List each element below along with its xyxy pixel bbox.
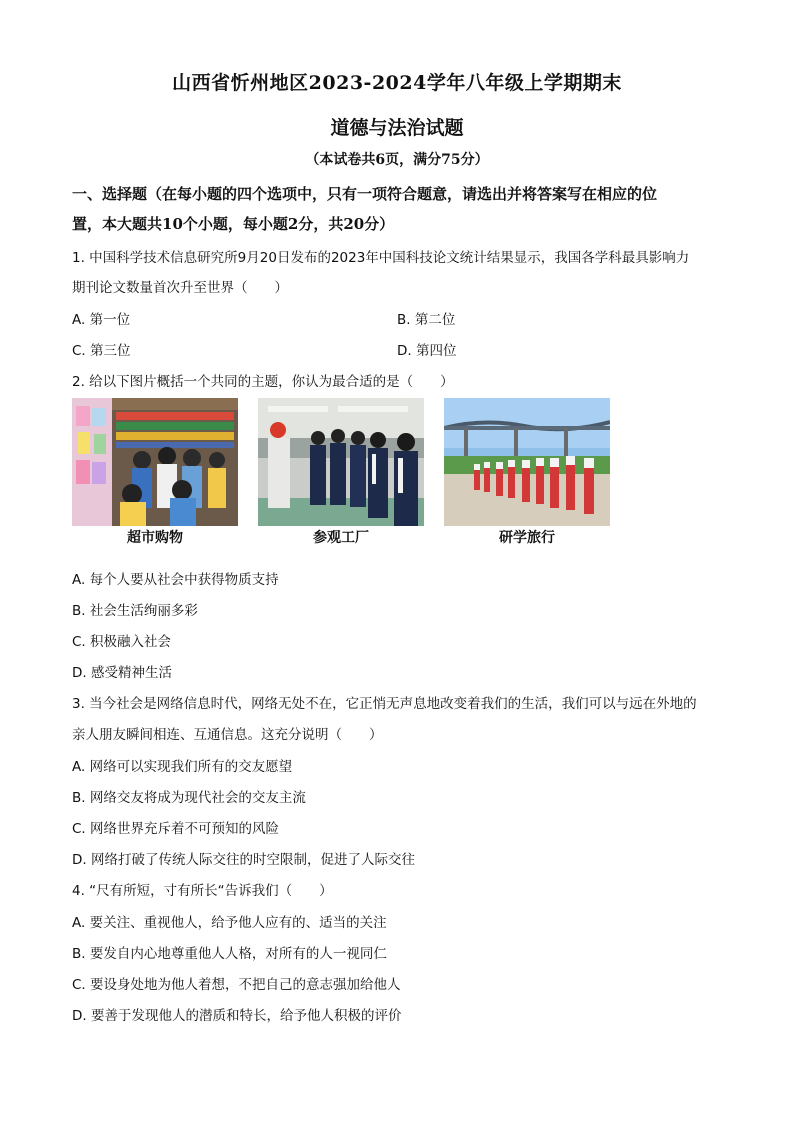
question-3-option-d: D. 网络打破了传统人际交往的时空限制，促进了人际交往 bbox=[72, 852, 415, 868]
question-3-option-b: B. 网络交友将成为现代社会的交友主流 bbox=[72, 790, 306, 806]
exam-title: 山西省忻州地区2023-2024学年八年级上学期期末 bbox=[172, 72, 622, 94]
exam-note: （本试卷共6页，满分75分） bbox=[305, 152, 489, 168]
question-2-option-a: A. 每个人要从社会中获得物质支持 bbox=[72, 572, 279, 588]
question-4-stem: 4. “尺有所短，寸有所长“告诉我们（ ） bbox=[72, 883, 333, 899]
section-heading-line-2: 置，本大题共10个小题，每小题2分，共20分） bbox=[72, 215, 395, 233]
exam-subject: 道德与法治试题 bbox=[330, 117, 464, 139]
question-1-stem-line-1: 1. 中国科学技术信息研究所9月20日发布的2023年中国科技论文统计结果显示，我国各学科最具影响力 bbox=[72, 250, 690, 266]
question-1-option-b: B. 第二位 bbox=[397, 312, 456, 328]
supermarket-photo bbox=[72, 398, 238, 526]
question-3-stem-line-1: 3. 当今社会是网络信息时代，网络无处不在，它正悄无声息地改变着我们的生活，我们可以与远在外地的 bbox=[72, 696, 697, 712]
question-1-option-d: D. 第四位 bbox=[397, 343, 457, 359]
photo-caption-factory: 参观工厂 bbox=[313, 530, 369, 546]
question-2-option-d: D. 感受精神生活 bbox=[72, 665, 172, 681]
question-1-option-a: A. 第一位 bbox=[72, 312, 131, 328]
question-4-option-c: C. 要设身处地为他人着想，不把自己的意志强加给他人 bbox=[72, 977, 401, 993]
question-1-option-c: C. 第三位 bbox=[72, 343, 131, 359]
question-2-option-b: B. 社会生活绚丽多彩 bbox=[72, 603, 198, 619]
photo-caption-supermarket: 超市购物 bbox=[127, 530, 183, 546]
question-3-option-a: A. 网络可以实现我们所有的交友愿望 bbox=[72, 759, 293, 775]
question-1-stem-line-2: 期刊论文数量首次升至世界（ ） bbox=[72, 280, 288, 296]
study-tour-photo bbox=[444, 398, 610, 526]
question-4-option-a: A. 要关注、重视他人，给予他人应有的、适当的关注 bbox=[72, 915, 387, 931]
question-2-option-c: C. 积极融入社会 bbox=[72, 634, 172, 650]
question-3-option-c: C. 网络世界充斥着不可预知的风险 bbox=[72, 821, 280, 837]
question-4-option-b: B. 要发自内心地尊重他人人格，对所有的人一视同仁 bbox=[72, 946, 387, 962]
photo-caption-study-tour: 研学旅行 bbox=[499, 530, 555, 546]
question-2-stem: 2. 给以下图片概括一个共同的主题，你认为最合适的是（ ） bbox=[72, 374, 454, 390]
section-heading-line-1: 一、选择题（在每小题的四个选项中，只有一项符合题意，请选出并将答案写在相应的位 bbox=[72, 185, 658, 203]
factory-photo bbox=[258, 398, 424, 526]
question-3-stem-line-2: 亲人朋友瞬间相连、互通信息。这充分说明（ ） bbox=[72, 727, 383, 743]
question-4-option-d: D. 要善于发现他人的潜质和特长，给予他人积极的评价 bbox=[72, 1008, 402, 1024]
